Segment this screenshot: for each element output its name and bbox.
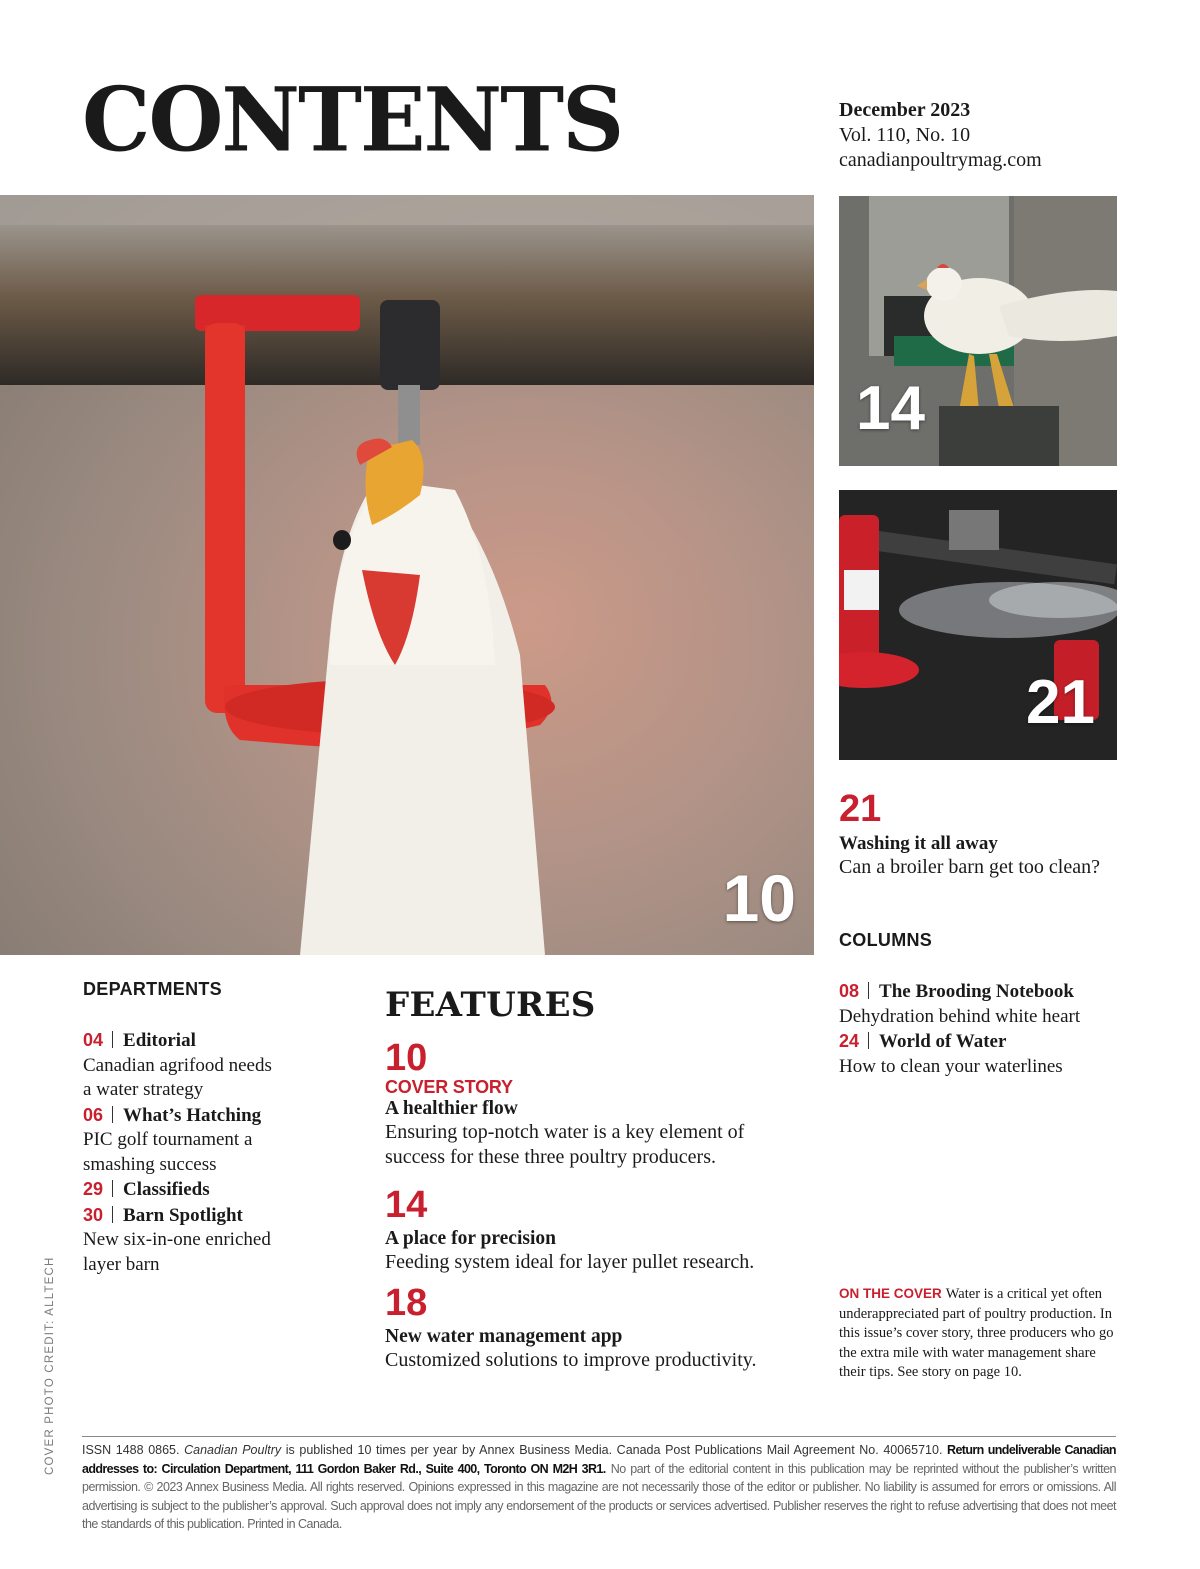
column-title: The Brooding Notebook — [879, 981, 1074, 1002]
on-the-cover-note — [839, 1284, 1121, 1383]
divider — [112, 1106, 113, 1123]
department-description: a water strategy — [83, 1079, 204, 1100]
right-feature-number[interactable]: 21 — [839, 788, 882, 830]
feature-page-number: 10 — [385, 1037, 428, 1079]
departments-heading: DEPARTMENTS — [83, 979, 222, 999]
department-entry-editorial[interactable] — [83, 1028, 272, 1054]
divider — [112, 1206, 113, 1223]
department-description: smashing success — [83, 1153, 217, 1175]
divider — [112, 1180, 113, 1197]
on-the-cover-label: ON THE COVER — [839, 1286, 942, 1301]
column-title: World of Water — [879, 1031, 1007, 1052]
department-title: Barn Spotlight — [123, 1204, 243, 1226]
department-title: What’s Hatching — [123, 1104, 262, 1126]
issue-info — [839, 98, 1042, 173]
feature-kicker: COVER STORY — [385, 1077, 513, 1097]
right-feature-description: Can a broiler barn get too clean? — [839, 856, 1100, 878]
footer-divider — [82, 1436, 1116, 1437]
feature-description: Ensuring top-notch water is a key element of — [385, 1121, 745, 1143]
side-photo-1-page-number: 14 — [856, 374, 925, 443]
department-page-number: 04 — [83, 1030, 104, 1050]
department-description: PIC golf tournament a — [83, 1129, 253, 1150]
features-heading: FEATURES — [385, 985, 596, 1025]
column-page-number: 08 — [839, 981, 860, 1001]
department-description: layer barn — [83, 1253, 160, 1275]
feature-page-number: 14 — [385, 1184, 428, 1226]
feature-description: Customized solutions to improve productivity. — [385, 1349, 757, 1371]
department-title: Editorial — [123, 1030, 196, 1051]
department-entry-classifieds[interactable] — [83, 1177, 272, 1203]
photo-hen-feeding-system — [839, 196, 1117, 466]
photo-credit: COVER PHOTO CREDIT: ALLTECH — [44, 1256, 56, 1475]
divider — [112, 1031, 113, 1048]
department-page-number: 30 — [83, 1204, 104, 1225]
feature-headline: New water management app — [385, 1326, 623, 1347]
chicken-drinker-illustration — [0, 195, 814, 955]
issue-date: December 2023 — [839, 99, 971, 121]
footer-issn: ISSN 1488 0865. — [82, 1443, 180, 1457]
divider — [868, 1032, 869, 1049]
footer-publication-name: Canadian Poultry — [184, 1443, 282, 1457]
department-page-number: 29 — [83, 1179, 104, 1199]
feature-description: success for these three poultry producers. — [385, 1146, 716, 1168]
side-photo-2-page-number: 21 — [1026, 668, 1095, 737]
department-entry-whats-hatching[interactable] — [83, 1103, 272, 1129]
column-description: Dehydration behind white heart — [839, 1005, 1081, 1027]
main-photo-page-number: 10 — [722, 861, 796, 935]
feature-page-number: 18 — [385, 1282, 428, 1324]
department-description: New six-in-one enriched — [83, 1229, 271, 1250]
columns-heading: COLUMNS — [839, 930, 933, 950]
feature-entry-precision[interactable] — [385, 1186, 754, 1275]
feature-description: Feeding system ideal for layer pullet research. — [385, 1251, 755, 1273]
photo-barn-washing — [839, 490, 1117, 760]
column-page-number: 24 — [839, 1031, 860, 1051]
feature-headline: A healthier flow — [385, 1098, 518, 1119]
departments-list — [83, 1028, 272, 1277]
feature-entry-water-app[interactable] — [385, 1284, 756, 1373]
department-page-number: 06 — [83, 1104, 104, 1125]
department-entry-barn-spotlight[interactable] — [83, 1203, 272, 1229]
column-entry-1[interactable] — [839, 1029, 1080, 1055]
columns-list — [839, 979, 1080, 1079]
right-feature-headline[interactable]: Washing it all away — [839, 833, 998, 854]
divider — [868, 982, 869, 999]
website-link[interactable]: canadianpoultrymag.com — [839, 149, 1042, 171]
issue-volume: Vol. 110, No. 10 — [839, 124, 971, 146]
cover-photo-chicken-drinking — [0, 195, 814, 955]
column-description: How to clean your waterlines — [839, 1055, 1063, 1077]
footer-publisher-line: is published 10 times per year by Annex Business Media. Canada Post Publications Mail Agreement No. 40065710. — [285, 1443, 943, 1457]
footer-disclaimer: No part of the editorial content in this publication may be reprinted without the publisher’s written permission. © 2023 Annex Business Media. All rights reserved. Opinions expressed in this magazine are not necessarily those of the editor or publisher. No liability is assumed for errors or omissions. All advertising is subject to the publisher’s approval. Such approval does not imply any endorsement of the products or services advertised. Publisher reserves the right to refuse advertising that does not meet the standards of this publication. Printed in Canada. — [82, 1461, 1116, 1532]
feature-entry-cover-story[interactable] — [385, 1039, 744, 1170]
footer-return-address: Return undeliverable Canadian addresses to: Circulation Department, 111 Gordon Baker Rd., Suite 400, Toronto ON M2H 3R1. — [82, 1443, 1116, 1476]
footer-legal — [82, 1441, 1116, 1534]
page-title: CONTENTS — [82, 68, 623, 172]
column-entry-0[interactable] — [839, 979, 1080, 1005]
department-title: Classifieds — [123, 1179, 210, 1200]
department-description: Canadian agrifood needs — [83, 1054, 272, 1076]
feature-headline: A place for precision — [385, 1228, 556, 1249]
on-the-cover-text: Water is a critical yet often underappreciated part of poultry production. In this issue’s cover story, three producers who go the extra mile with water management share their tips. See story on page 10. — [839, 1286, 1114, 1380]
